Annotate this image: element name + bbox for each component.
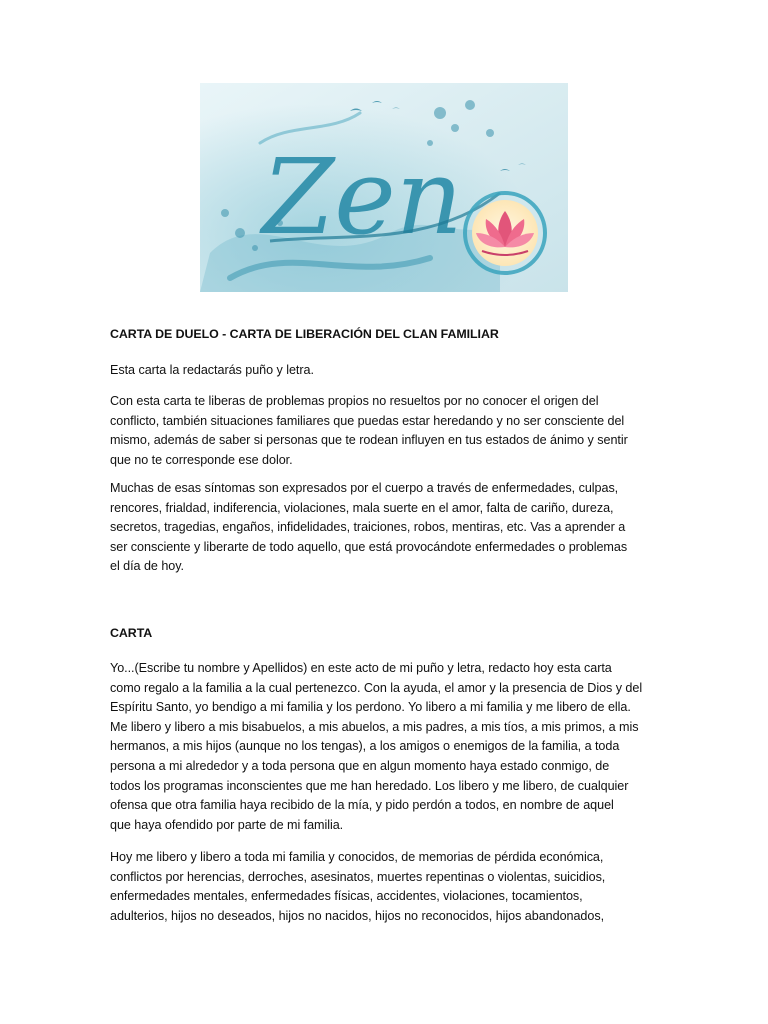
paragraph-line: persona a mi alrededor y a toda persona que en algun momento haya estado conmigo, de bbox=[110, 758, 610, 773]
paragraph-line: Me libero y libero a mis bisabuelos, a mis abuelos, a mis padres, a mis tíos, a mis primos, a mis bbox=[110, 719, 639, 734]
zen-logo-text: Zen bbox=[262, 136, 463, 258]
paragraph-line: secretos, tragedias, engaños, infidelidades, traiciones, robos, mentiras, etc. Vas a aprender a bbox=[110, 520, 626, 535]
paragraph-line: que haya ofendido por parte de mi familia. bbox=[110, 817, 344, 832]
paragraph-line: que no te corresponde ese dolor. bbox=[110, 452, 293, 467]
paragraph-1 bbox=[110, 392, 670, 470]
paragraph-line: todos los programas inconscientes que me han heredado. Los libero y me libero, de cualquier bbox=[110, 778, 629, 793]
intro-line: Esta carta la redactarás puño y letra. bbox=[110, 363, 314, 377]
section-heading: CARTA bbox=[110, 626, 153, 640]
paragraph-line: rencores, frialdad, indiferencia, violaciones, mala suerte en el amor, falta de cariño, dureza, bbox=[110, 500, 614, 515]
paragraph-line: adulterios, hijos no deseados, hijos no nacidos, hijos no reconocidos, hijos abandonados, bbox=[110, 908, 605, 923]
paragraph-line: el día de hoy. bbox=[110, 559, 184, 574]
zen-header-image bbox=[200, 83, 568, 292]
zen-illustration bbox=[200, 83, 568, 292]
paragraph-line: ser consciente y liberarte de todo aquello, que está provocándote enfermedades o problemas bbox=[110, 539, 628, 554]
section-heading-block bbox=[110, 624, 670, 644]
paragraph-4 bbox=[110, 848, 670, 926]
paragraph-3 bbox=[110, 659, 670, 835]
paragraph-line: conflicto, también situaciones familiares que puedas estar heredando y no ser consciente del bbox=[110, 413, 625, 428]
intro-block bbox=[110, 361, 670, 381]
paragraph-line: como regalo a la familia a la cual pertenezco. Con la ayuda, el amor y la presencia de Dios y del bbox=[110, 680, 643, 695]
paragraph-line: ofensa que otra familia haya recibido de la mía, y pido perdón a todos, en nombre de aquel bbox=[110, 798, 614, 813]
paragraph-2 bbox=[110, 479, 670, 577]
paragraph-line: Hoy me libero y libero a toda mi familia y conocidos, de memorias de pérdida económica, bbox=[110, 850, 604, 864]
paragraph-line: Con esta carta te liberas de problemas propios no resueltos por no conocer el origen del bbox=[110, 394, 599, 408]
lotus-icon bbox=[465, 193, 545, 273]
paragraph-line: Muchas de esas síntomas son expresados por el cuerpo a través de enfermedades, culpas, bbox=[110, 481, 619, 495]
paragraph-line: conflictos por herencias, derroches, asesinatos, muertes repentinas o violentas, suicidios, bbox=[110, 869, 606, 884]
paragraph-line: Yo...(Escribe tu nombre y Apellidos) en este acto de mi puño y letra, redacto hoy esta carta bbox=[110, 661, 612, 675]
paragraph-line: mismo, además de saber si personas que te rodean influyen en tus estados de ánimo y sentir bbox=[110, 433, 628, 448]
paragraph-line: enfermedades mentales, enfermedades físicas, accidentes, violaciones, tocamientos, bbox=[110, 889, 583, 904]
document-title-block bbox=[110, 325, 670, 345]
document-title: CARTA DE DUELO - CARTA DE LIBERACIÓN DEL CLAN FAMILIAR bbox=[110, 327, 499, 341]
paragraph-line: Espíritu Santo, yo bendigo a mi familia y los perdono. Yo libero a mi familia y me libero de ella. bbox=[110, 700, 631, 715]
paragraph-line: hermanos, a mis hijos (aunque no los tengas), a los amigos o enemigos de la familia, a toda bbox=[110, 739, 620, 754]
